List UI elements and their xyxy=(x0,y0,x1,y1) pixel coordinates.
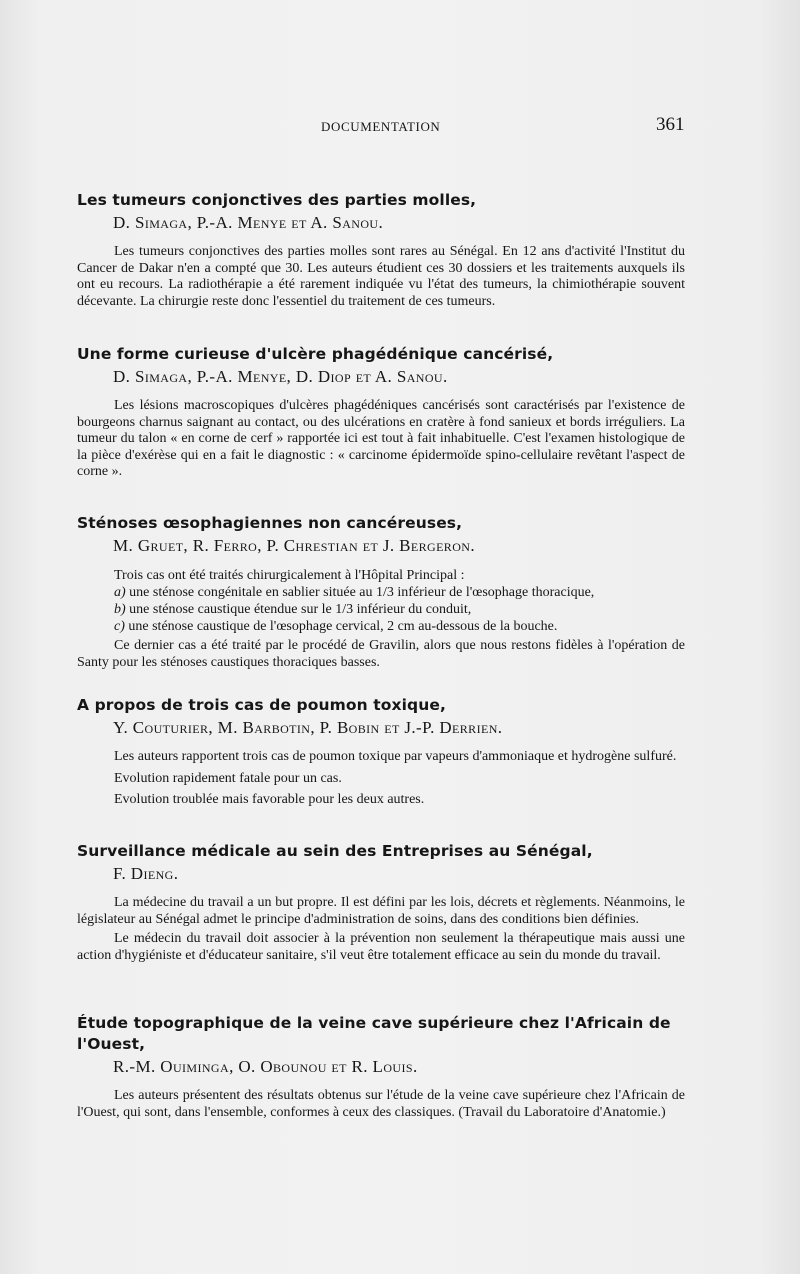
article-surveillance-medicale xyxy=(77,841,685,964)
article-paragraph: Ce dernier cas a été traité par le procédé de Gravilin, alors que nous restons fidèles à l'opération de Santy pour les sténoses caustiques thoraciques basses. xyxy=(77,638,685,670)
list-item-letter: b) xyxy=(114,602,126,617)
page-header xyxy=(0,114,800,139)
article-line: Evolution troublée mais favorable pour les deux autres. xyxy=(114,791,425,807)
article-paragraph: Les auteurs rapportent trois cas de poumon toxique par vapeurs d'ammoniaque et hydrogène sulfuré. xyxy=(114,749,677,764)
list-item-letter: c) xyxy=(114,619,125,634)
list-item xyxy=(114,618,685,635)
list-item-text: une sténose congénitale en sablier située au 1/3 inférieur de l'œsophage thoracique, xyxy=(129,585,595,600)
list-item-text: une sténose caustique de l'œsophage cervical, 2 cm au-dessous de la bouche. xyxy=(128,619,558,634)
article-authors: R.-M. Ouiminga, O. Obounou et R. Louis. xyxy=(113,1057,418,1076)
article-title: Les tumeurs conjonctives des parties molles, xyxy=(77,191,477,209)
article-paragraph: Les auteurs présentent des résultats obtenus sur l'étude de la veine cave supérieure chez l'Africain de l'Ouest, qui sont, dans l'ensemble, conformes à ceux des classiques. (Travail du Laboratoire d'Anatomie.) xyxy=(77,1088,685,1120)
article-authors: Y. Couturier, M. Barbotin, P. Bobin et J.-P. Derrien. xyxy=(113,718,503,737)
article-authors: M. Gruet, R. Ferro, P. Chrestian et J. Bergeron. xyxy=(113,536,475,555)
article-title: A propos de trois cas de poumon toxique, xyxy=(77,696,446,714)
list-item-letter: a) xyxy=(114,585,126,600)
article-authors: F. Dieng. xyxy=(113,864,179,883)
article-line: Evolution rapidement fatale pour un cas. xyxy=(114,770,342,786)
article-authors: D. Simaga, P.-A. Menye et A. Sanou. xyxy=(113,213,384,232)
running-title: DOCUMENTATION xyxy=(321,119,441,134)
list-item xyxy=(114,584,685,601)
article-stenoses-oesophagiennes xyxy=(77,513,685,671)
article-title: Surveillance médicale au sein des Entreprises au Sénégal, xyxy=(77,842,593,860)
article-title: Sténoses œsophagiennes non cancéreuses, xyxy=(77,514,463,532)
article-title: Une forme curieuse d'ulcère phagédénique cancérisé, xyxy=(77,345,554,363)
list-item-text: une sténose caustique étendue sur le 1/3 inférieur du conduit, xyxy=(129,602,472,617)
article-paragraph: Les lésions macroscopiques d'ulcères phagédéniques cancérisés sont caractérisés par l'existence de bourgeons charnus saignant au contact, ou des ulcérations en cratère à fond sanieux et bords irréguliers. La tumeur du talon « en corne de cerf » rapportée ici est tout à fait inhabituelle. C'est l'examen histologique de la pièce d'exérèse qui en a fait le diagnostic : « carcinome épidermoïde spino-cellulaire revêtant l'aspect de corne ». xyxy=(77,398,685,479)
article-veine-cave xyxy=(77,1013,685,1121)
article-poumon-toxique xyxy=(77,695,685,808)
article-ulcere-phagedenique xyxy=(77,344,685,481)
list-item xyxy=(114,601,685,618)
article-paragraph: La médecine du travail a un but propre. Il est défini par les lois, décrets et règlements. Néanmoins, le législateur au Sénégal admet le principe d'administration de soins, dans des conditions bien définies. xyxy=(77,895,685,927)
article-paragraph: Le médecin du travail doit associer à la prévention non seulement la thérapeutique mais aussi une action d'hygiéniste et d'éducateur sanitaire, s'il veut être totalement efficace au sein du monde du travail. xyxy=(77,931,685,963)
article-intro: Trois cas ont été traités chirurgicalement à l'Hôpital Principal : xyxy=(114,568,465,583)
article-authors: D. Simaga, P.-A. Menye, D. Diop et A. Sanou. xyxy=(113,367,448,386)
article-paragraph: Les tumeurs conjonctives des parties molles sont rares au Sénégal. En 12 ans d'activité l'Institut du Cancer de Dakar n'en a compté que 30. Les auteurs étudient ces 30 dossiers et les traitements auxquels ils ont eu recours. La radiothérapie a été rarement indiquée vu l'état des tumeurs, la chimiothérapie souvent décevante. La chirurgie reste donc l'essentiel du traitement de ces tumeurs. xyxy=(77,244,685,309)
article-tumeurs-conjonctives xyxy=(77,190,685,310)
page-number: 361 xyxy=(656,114,685,135)
article-title: Étude topographique de la veine cave supérieure chez l'Africain de l'Ouest, xyxy=(77,1014,671,1053)
